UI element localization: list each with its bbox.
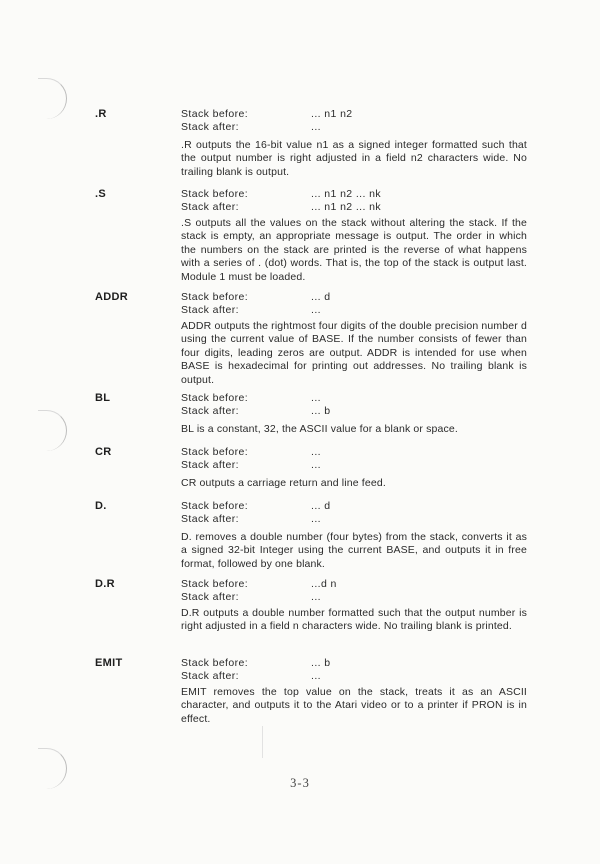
stack-before-label: Stack before: [181,657,249,669]
entry-description: .S outputs all the values on the stack without altering the stack. If the stack is empty, an appropriate message is output. The order in which the numbers on the stack are printed is the reverse of what happens with a series of . (dot) words. That is, the top of the stack is output last. Module 1 must be loaded. [181,217,527,283]
stack-before-value: ... n1 n2 [311,108,353,120]
stack-after-row [181,304,321,317]
stack-before-row [181,108,353,121]
stack-before-label: Stack before: [181,392,249,404]
punch-hole-mark [38,410,67,451]
entry-description: D.R outputs a double number formatted such that the output number is right adjusted in a field n characters wide. No trailing blank is printed. [181,607,527,633]
entry-word: .S [95,188,106,200]
punch-hole-mark [38,78,67,119]
entry-description: CR outputs a carriage return and line feed. [181,477,386,489]
stack-before-row [181,446,321,459]
stack-before-value: ... [311,446,321,458]
stack-after-row [181,459,321,472]
stack-after-value: ... [311,121,321,133]
scan-mark [262,726,263,758]
entry-description: .R outputs the 16-bit value n1 as a signed integer formatted such that the output number is right adjusted in a field n2 characters wide. No trailing blank is output. [181,139,527,178]
stack-after-label: Stack after: [181,121,239,133]
stack-after-value: ... n1 n2 ... nk [311,201,382,213]
stack-before-value: ... d [311,291,331,303]
stack-after-row [181,591,321,604]
stack-before-label: Stack before: [181,291,249,303]
stack-before-label: Stack before: [181,188,249,200]
stack-before-value: ... n1 n2 ... nk [311,188,382,200]
stack-after-label: Stack after: [181,405,239,417]
stack-before-row [181,392,321,405]
stack-after-label: Stack after: [181,459,239,471]
entry-description: EMIT removes the top value on the stack, treats it as an ASCII character, and outputs it to the Atari video or to a printer if PRON is in effect. [181,686,527,725]
stack-before-value: ... d [311,500,331,512]
stack-before-label: Stack before: [181,578,249,590]
stack-before-label: Stack before: [181,108,249,120]
stack-before-row [181,657,331,670]
entry-description: BL is a constant, 32, the ASCII value for a blank or space. [181,423,458,435]
stack-after-value: ... [311,304,321,316]
stack-after-row [181,670,321,683]
stack-before-value: ... [311,392,321,404]
entry-word: D.R [95,578,115,590]
stack-before-row [181,500,331,513]
stack-after-value: ... [311,591,321,603]
stack-after-row [181,405,331,418]
stack-after-label: Stack after: [181,670,239,682]
page-number: 3-3 [290,776,310,790]
stack-before-label: Stack before: [181,446,249,458]
stack-after-label: Stack after: [181,304,239,316]
entry-word: BL [95,392,111,404]
entry-word: .R [95,108,107,120]
stack-after-label: Stack after: [181,201,239,213]
stack-before-label: Stack before: [181,500,249,512]
stack-after-label: Stack after: [181,591,239,603]
stack-after-value: ... b [311,405,331,417]
entry-description: D. removes a double number (four bytes) from the stack, converts it as a signed 32-bit Integer using the current BASE, and outputs it in free format, followed by one blank. [181,531,527,570]
entry-word: CR [95,446,112,458]
stack-before-value: ...d n [311,578,337,590]
stack-before-row [181,291,331,304]
stack-after-row [181,201,381,214]
stack-after-value: ... [311,670,321,682]
stack-before-row [181,578,337,591]
entry-word: ADDR [95,291,128,303]
stack-after-value: ... [311,459,321,471]
stack-after-value: ... [311,513,321,525]
stack-after-label: Stack after: [181,513,239,525]
entry-description: ADDR outputs the rightmost four digits of the double precision number d using the current value of BASE. If the number consists of fewer than four digits, leading zeros are output. ADDR is intended for use when BASE is hexadecimal for printing out addresses. No trailing blank is output. [181,320,527,386]
stack-before-value: ... b [311,657,331,669]
entry-word: D. [95,500,107,512]
stack-after-row [181,513,321,526]
stack-after-row [181,121,321,134]
entry-word: EMIT [95,657,123,669]
stack-before-row [181,188,381,201]
